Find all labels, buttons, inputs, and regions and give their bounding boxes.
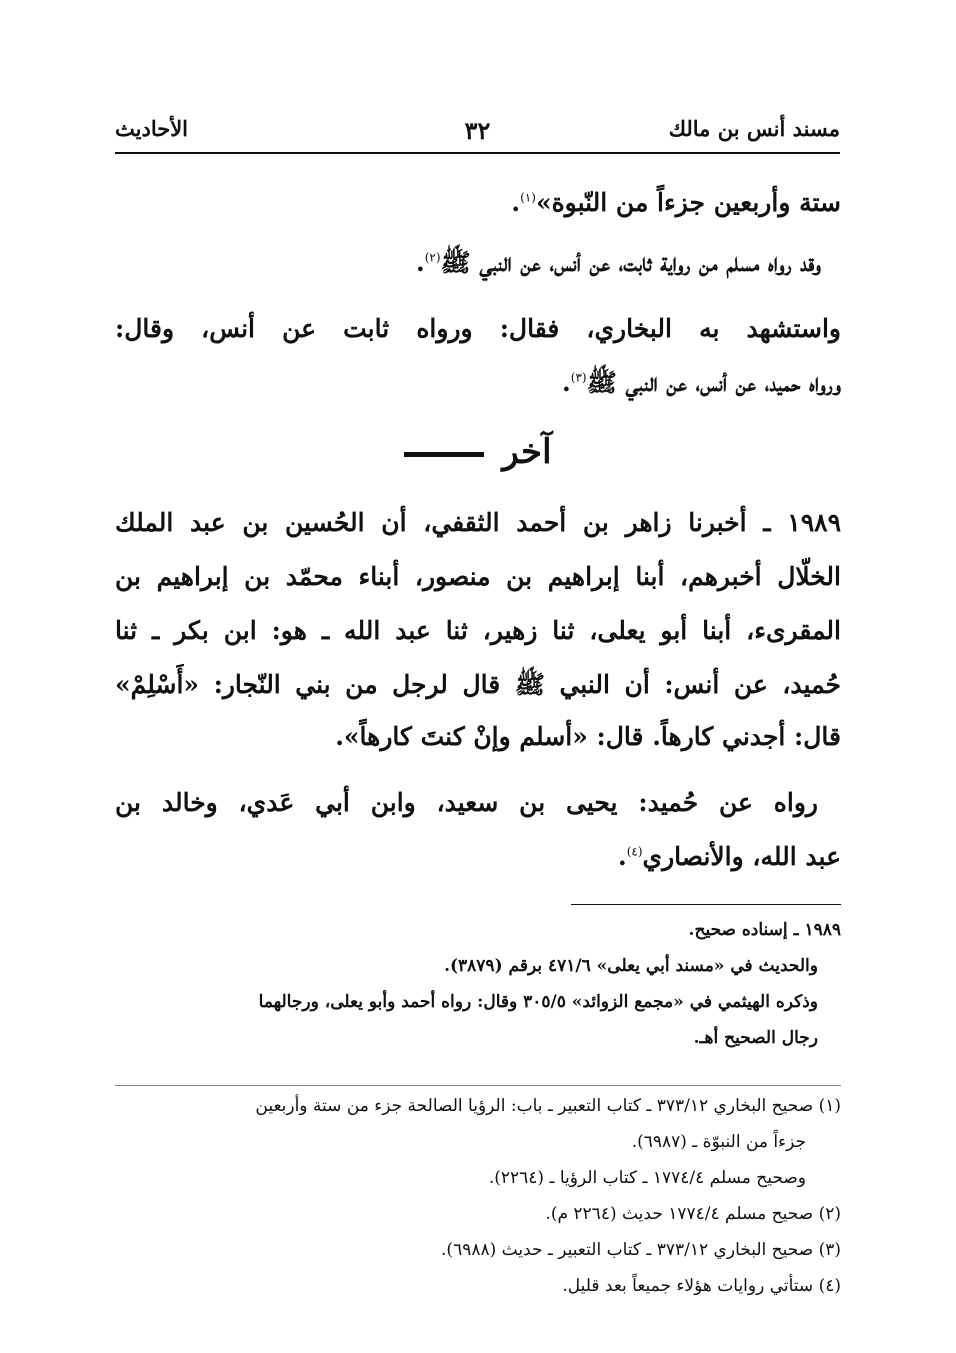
line-text: عبد الله، والأنصاري [642,842,841,871]
footnote-1-second: وصحيح مسلم ١٧٧٤/٤ ـ كتاب الرؤيا ـ (٢٢٦٤). [488,1168,806,1188]
hadith-line-2: الخلّال أخبرهم، أبنا إبراهيم بن منصور، أبناء محمّد بن إبراهيم بن [115,562,841,591]
line-end: . [562,368,571,397]
line-end: . [617,842,627,871]
hadith-line-5: قال: أجدني كارهاً. قال: «أسلم وإنْ كنتَ كارهاً». [335,722,841,751]
line-end: . [511,188,521,217]
footnote-4: (٤) ستأتي روايات هؤلاء جميعاً بعد قليل. [562,1276,841,1296]
line-text: ورواه حميد، عن أنس، عن النبي ﷺ [586,368,841,397]
line-text: وقد رواه مسلم من رواية ثابت، عن أنس، عن النبي ﷺ [440,248,821,277]
running-header [115,112,840,154]
heading-decoration-bar [404,452,484,457]
footnote-marker: (٣) [570,370,587,385]
text-line-3: واستشهد به البخاري، فقال: ورواه ثابت عن أنس، وقال: [115,314,841,343]
header-section-title: الأحاديث [115,116,189,141]
page-number: ٣٢ [464,116,491,145]
note-line-3: وذكره الهيثمي في «مجمع الزوائد» ٣٠٥/٥ وقال: رواه أحمد وأبو يعلى، ورجالهما [258,992,818,1012]
text-line-4 [562,368,841,398]
note-line-2: والحديث في «مسند أبي يعلى» ٤٧١/٦ برقم (٣٨٧٩). [444,956,818,976]
text-line-2 [416,248,821,278]
hadith-line-1: ١٩٨٩ ـ أخبرنا زاهر بن أحمد الثقفي، أن الحُسين بن عبد الملك [115,508,841,537]
notes-divider [571,904,841,905]
footnote-1: (١) صحيح البخاري ٣٧٣/١٢ ـ كتاب التعبير ـ باب: الرؤيا الصالحة جزء من ستة وأربعين [255,1096,841,1116]
heading-text: آخر [502,432,552,472]
header-book-title: مسند أنس بن مالك [668,116,840,141]
note-line-1: ١٩٨٩ ـ إسناده صحيح. [688,920,841,940]
hadith-line-4: حُميد، عن أنس: أن النبي ﷺ قال لرجل من بني النّجار: «أَسْلِمْ» [115,670,841,699]
narration-line-1: رواه عن حُميد: يحيى بن سعيد، وابن أبي عَدي، وخالد بن [115,788,818,817]
footnote-marker: (٢) [424,250,441,265]
text-line-1 [511,188,841,218]
footnote-1-cont: جزءاً من النبوّة ـ (٦٩٨٧). [631,1132,806,1152]
note-line-4: رجال الصحيح أهـ. [693,1028,818,1048]
footnote-3: (٣) صحيح البخاري ٣٧٣/١٢ ـ كتاب التعبير ـ حديث (٦٩٨٨). [441,1240,841,1260]
line-end: . [415,248,425,277]
hadith-line-3: المقرىء، أبنا أبو يعلى، ثنا زهير، ثنا عبد الله ـ هو: ابن بكر ـ ثنا [115,616,841,645]
section-heading [0,432,956,472]
footnote-2: (٢) صحيح مسلم ١٧٧٤/٤ حديث (٢٢٦٤ م). [545,1204,841,1224]
narration-line-2 [618,842,841,872]
footnote-marker: (٤) [626,844,643,859]
footnotes-divider [115,1085,841,1086]
footnote-marker: (١) [520,190,536,205]
line-text: ستة وأربعين جزءاً من النّبوة» [535,188,841,217]
